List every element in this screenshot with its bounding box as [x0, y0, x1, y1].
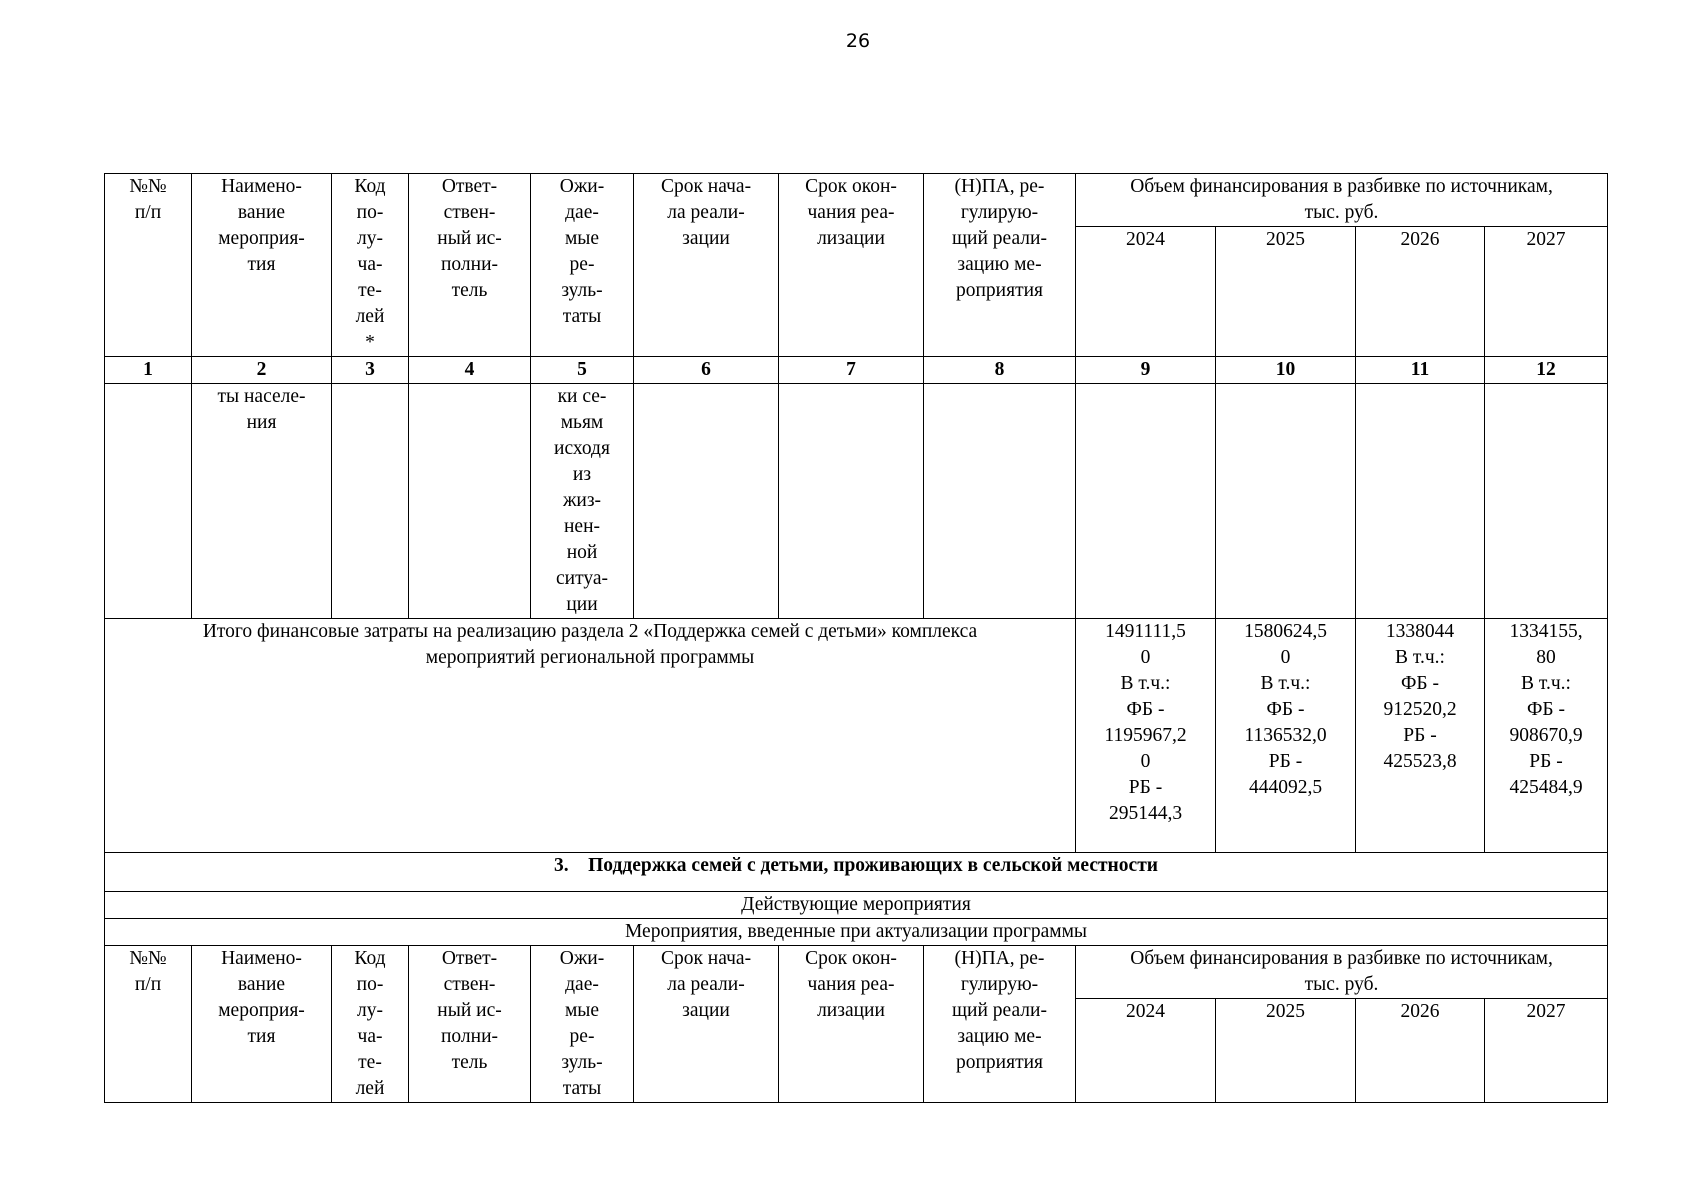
- cell-empty: [634, 384, 779, 619]
- header-recipient-code: Код по- лу- ча- те- лей: [332, 946, 409, 1103]
- current-measures-label: Действующие мероприятия: [105, 892, 1608, 919]
- new-measures-row: [105, 919, 1608, 946]
- cell-expected-results-continued: ки се- мьям исходя из жиз- нен- ной ситуа- ции: [531, 384, 634, 619]
- header-regulation: (Н)ПА, ре- гулирую- щий реали- зацию ме- роприятия: [924, 174, 1076, 357]
- current-measures-row: [105, 892, 1608, 919]
- cell-empty: [1485, 384, 1608, 619]
- table-header-row: [105, 174, 1608, 227]
- header-year-2025: 2025: [1216, 227, 1356, 357]
- header-year-2024: 2024: [1076, 999, 1216, 1103]
- total-row: [105, 619, 1608, 853]
- cell-measure-name-continued: ты населе- ния: [192, 384, 332, 619]
- total-2026: 1338044 В т.ч.: ФБ - 912520,2 РБ - 425523,8: [1356, 619, 1485, 853]
- column-number: 11: [1356, 357, 1485, 384]
- header-responsible: Ответ- ствен- ный ис- полни- тель: [409, 174, 531, 357]
- cell-empty: [1356, 384, 1485, 619]
- header-expected-results: Ожи- дае- мые ре- зуль- таты: [531, 174, 634, 357]
- column-number: 9: [1076, 357, 1216, 384]
- cell-empty: [1216, 384, 1356, 619]
- total-2025: 1580624,5 0 В т.ч.: ФБ - 1136532,0 РБ - 444092,5: [1216, 619, 1356, 853]
- header-start-date: Срок нача- ла реали- зации: [634, 174, 779, 357]
- section-title: 3. Поддержка семей с детьми, проживающих в сельской местности: [105, 853, 1608, 892]
- header-year-2024: 2024: [1076, 227, 1216, 357]
- column-number: 4: [409, 357, 531, 384]
- header-end-date: Срок окон- чания реа- лизации: [779, 946, 924, 1103]
- table-header-row-2: [105, 946, 1608, 999]
- column-number: 10: [1216, 357, 1356, 384]
- header-start-date: Срок нача- ла реали- зации: [634, 946, 779, 1103]
- header-responsible: Ответ- ствен- ный ис- полни- тель: [409, 946, 531, 1103]
- measures-table: [104, 173, 1608, 1103]
- header-year-2026: 2026: [1356, 999, 1485, 1103]
- cell-empty: [924, 384, 1076, 619]
- continuation-row: [105, 384, 1608, 619]
- total-2024: 1491111,5 0 В т.ч.: ФБ - 1195967,2 0 РБ - 295144,3: [1076, 619, 1216, 853]
- header-funding: Объем финансирования в разбивке по источникам, тыс. руб.: [1076, 174, 1608, 227]
- column-numbers-row: [105, 357, 1608, 384]
- column-number: 5: [531, 357, 634, 384]
- column-number: 3: [332, 357, 409, 384]
- column-number: 12: [1485, 357, 1608, 384]
- cell-empty: [1076, 384, 1216, 619]
- header-number: №№ п/п: [105, 946, 192, 1103]
- total-2027: 1334155, 80 В т.ч.: ФБ - 908670,9 РБ - 425484,9: [1485, 619, 1608, 853]
- header-end-date: Срок окон- чания реа- лизации: [779, 174, 924, 357]
- section-title-row: [105, 853, 1608, 892]
- cell-empty: [779, 384, 924, 619]
- header-year-2027: 2027: [1485, 999, 1608, 1103]
- page-number: 26: [845, 30, 871, 52]
- header-expected-results: Ожи- дае- мые ре- зуль- таты: [531, 946, 634, 1103]
- new-measures-label: Мероприятия, введенные при актуализации программы: [105, 919, 1608, 946]
- column-number: 7: [779, 357, 924, 384]
- column-number: 2: [192, 357, 332, 384]
- header-year-2027: 2027: [1485, 227, 1608, 357]
- header-measure-name: Наимено- вание мероприя- тия: [192, 174, 332, 357]
- column-number: 1: [105, 357, 192, 384]
- header-year-2026: 2026: [1356, 227, 1485, 357]
- header-measure-name: Наимено- вание мероприя- тия: [192, 946, 332, 1103]
- cell-empty: [409, 384, 531, 619]
- header-regulation: (Н)ПА, ре- гулирую- щий реали- зацию ме- роприятия: [924, 946, 1076, 1103]
- column-number: 8: [924, 357, 1076, 384]
- header-funding: Объем финансирования в разбивке по источникам, тыс. руб.: [1076, 946, 1608, 999]
- header-number: №№ п/п: [105, 174, 192, 357]
- header-recipient-code: Код по- лу- ча- те- лей *: [332, 174, 409, 357]
- cell-empty: [105, 384, 192, 619]
- header-year-2025: 2025: [1216, 999, 1356, 1103]
- total-label: Итого финансовые затраты на реализацию раздела 2 «Поддержка семей с детьми» комплекса мероприятий региональной программы: [105, 619, 1076, 853]
- column-number: 6: [634, 357, 779, 384]
- cell-empty: [332, 384, 409, 619]
